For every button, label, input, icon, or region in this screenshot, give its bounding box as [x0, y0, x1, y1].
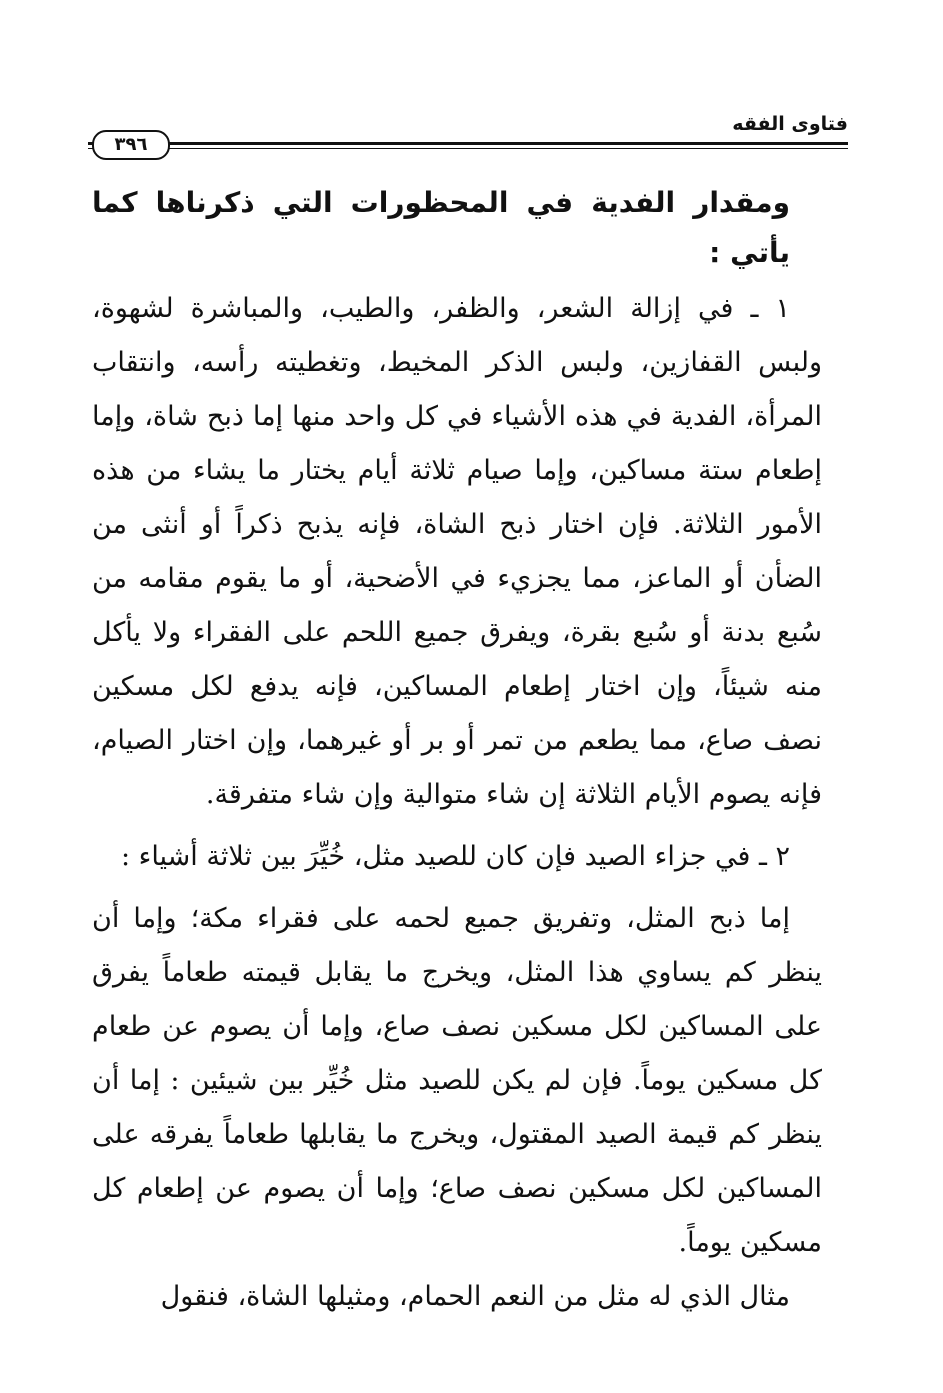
paragraph-gap: [92, 884, 822, 892]
paragraph-4: مثال الذي له مثل من النعم الحمام، ومثيلها الشاة، فنقول: [160, 1281, 790, 1312]
header-rule: [88, 142, 848, 145]
page-header: [88, 108, 848, 158]
header-rule-thin: [88, 148, 848, 149]
paragraph-gap: [92, 822, 822, 830]
paragraph-2: ٢ ـ في جزاء الصيد فإن كان للصيد مثل، خُيِّرَ بين ثلاثة أشياء :: [120, 841, 790, 872]
paragraph-1: ١ ـ في إزالة الشعر، والظفر، والطيب، والمباشرة لشهوة، ولبس القفازين، ولبس الذكر المخيط، وتغطيته رأسه، وانتقاب المرأة، الفدية في هذه الأشياء في كل واحد منها إما ذبح شاة، وإما إطعام ستة مساكين، وإما صيام ثلاثة أيام يختار ما يشاء من هذه الأمور الثلاثة. فإن اختار ذبح الشاة، فإنه يذبح ذكراً أو أنثى من الضأن أو الماعز، مما يجزيء في الأضحية، أو ما يقوم مقامه من سُبع بدنة أو سُبع بقرة، ويفرق جميع اللحم على الفقراء ولا يأكل منه شيئاً، وإن اختار إطعام المساكين، فإنه يدفع لكل مسكين نصف صاع، مما يطعم من تمر أو بر أو غيرهما، وإن اختار الصيام، فإنه يصوم الأيام الثلاثة إن شاء متوالية وإن شاء متفرقة.: [92, 293, 822, 810]
paragraph-3: إما ذبح المثل، وتفريق جميع لحمه على فقراء مكة؛ وإما أن ينظر كم يساوي هذا المثل، ويخرج ما يقابل قيمته طعاماً يفرق على المساكين لكل مسكين نصف صاع، وإما أن يصوم عن طعام كل مسكين يوماً. فإن لم يكن للصيد مثل خُيِّر بين شيئين : إما أن ينظر كم قيمة الصيد المقتول، ويخرج ما يقابلها طعاماً يفرقه على المساكين لكل مسكين نصف صاع؛ وإما أن يصوم عن إطعام كل مسكين يوماً.: [92, 903, 822, 1258]
section-heading: ومقدار الفدية في المحظورات التي ذكرناها كما يأتي :: [92, 186, 790, 269]
running-title: فتاوى الفقه: [732, 113, 848, 135]
page-number: ٣٩٦: [92, 130, 170, 160]
page-body: [92, 178, 822, 1324]
